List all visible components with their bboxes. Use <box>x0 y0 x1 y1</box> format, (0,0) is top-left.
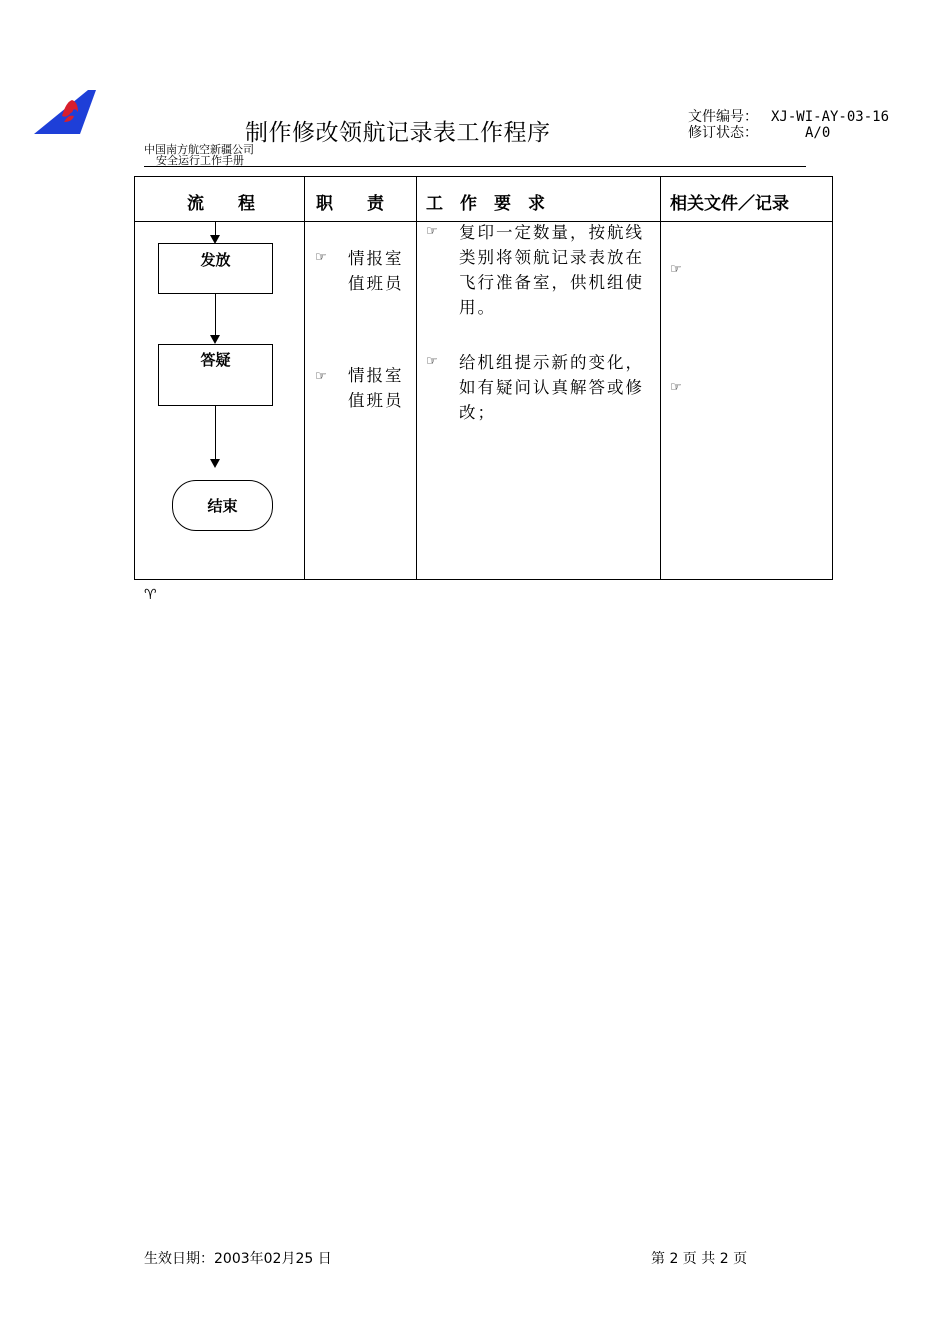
doc-number: XJ-WI-AY-03-16 <box>771 109 890 125</box>
column-divider <box>416 177 417 579</box>
column-divider <box>304 177 305 579</box>
column-header-requirement: 工 作 要 求 <box>426 194 545 214</box>
flow-step-label: 答疑 <box>200 351 231 369</box>
effective-date: 生效日期：2003年02月25 日 <box>144 1251 332 1267</box>
flow-step-label: 发放 <box>200 251 231 269</box>
doc-number-label: 文件编号： <box>688 109 758 125</box>
flow-step-answer <box>158 344 273 406</box>
flow-connector <box>215 294 216 336</box>
flow-connector <box>215 406 216 460</box>
pointing-hand-icon: ☞ <box>315 369 327 384</box>
flow-connector <box>215 222 216 235</box>
revision-label: 修订状态： <box>688 125 758 141</box>
arrow-down-icon <box>210 335 220 344</box>
manual-name: 安全运行工作手册 <box>156 154 244 167</box>
company-name: 中国南方航空新疆公司 <box>144 143 254 156</box>
flow-terminator-end <box>172 480 273 531</box>
pointing-hand-icon: ☞ <box>670 380 682 395</box>
column-header-records: 相关文件／记录 <box>670 194 789 214</box>
responsibility-text: 情报室值班员 <box>348 249 404 293</box>
requirement-text: 给机组提示新的变化，如有疑问认真解答或修改； <box>459 353 644 422</box>
column-divider <box>660 177 661 579</box>
column-header-responsibility: 职 责 <box>316 194 384 214</box>
flow-step-label: 结束 <box>207 497 238 515</box>
document-title: 制作修改领航记录表工作程序 <box>245 120 551 146</box>
column-header-flow: 流 程 <box>187 194 255 214</box>
pointing-hand-icon: ☞ <box>670 262 682 277</box>
pointing-hand-icon: ☞ <box>315 250 327 265</box>
paragraph-mark-icon: ♈ <box>144 587 157 603</box>
pointing-hand-icon: ☞ <box>426 224 438 239</box>
arrow-down-icon <box>210 459 220 468</box>
airline-logo-icon <box>28 88 96 136</box>
flow-step-distribute <box>158 243 273 294</box>
responsibility-text: 情报室值班员 <box>348 366 404 410</box>
requirement-text: 复印一定数量，按航线类别将领航记录表放在飞行准备室，供机组使用。 <box>459 223 644 317</box>
revision-status: A/0 <box>805 125 831 141</box>
procedure-table <box>134 176 833 580</box>
pointing-hand-icon: ☞ <box>426 354 438 369</box>
header-divider <box>144 166 806 167</box>
page-number: 第 2 页 共 2 页 <box>651 1251 748 1267</box>
